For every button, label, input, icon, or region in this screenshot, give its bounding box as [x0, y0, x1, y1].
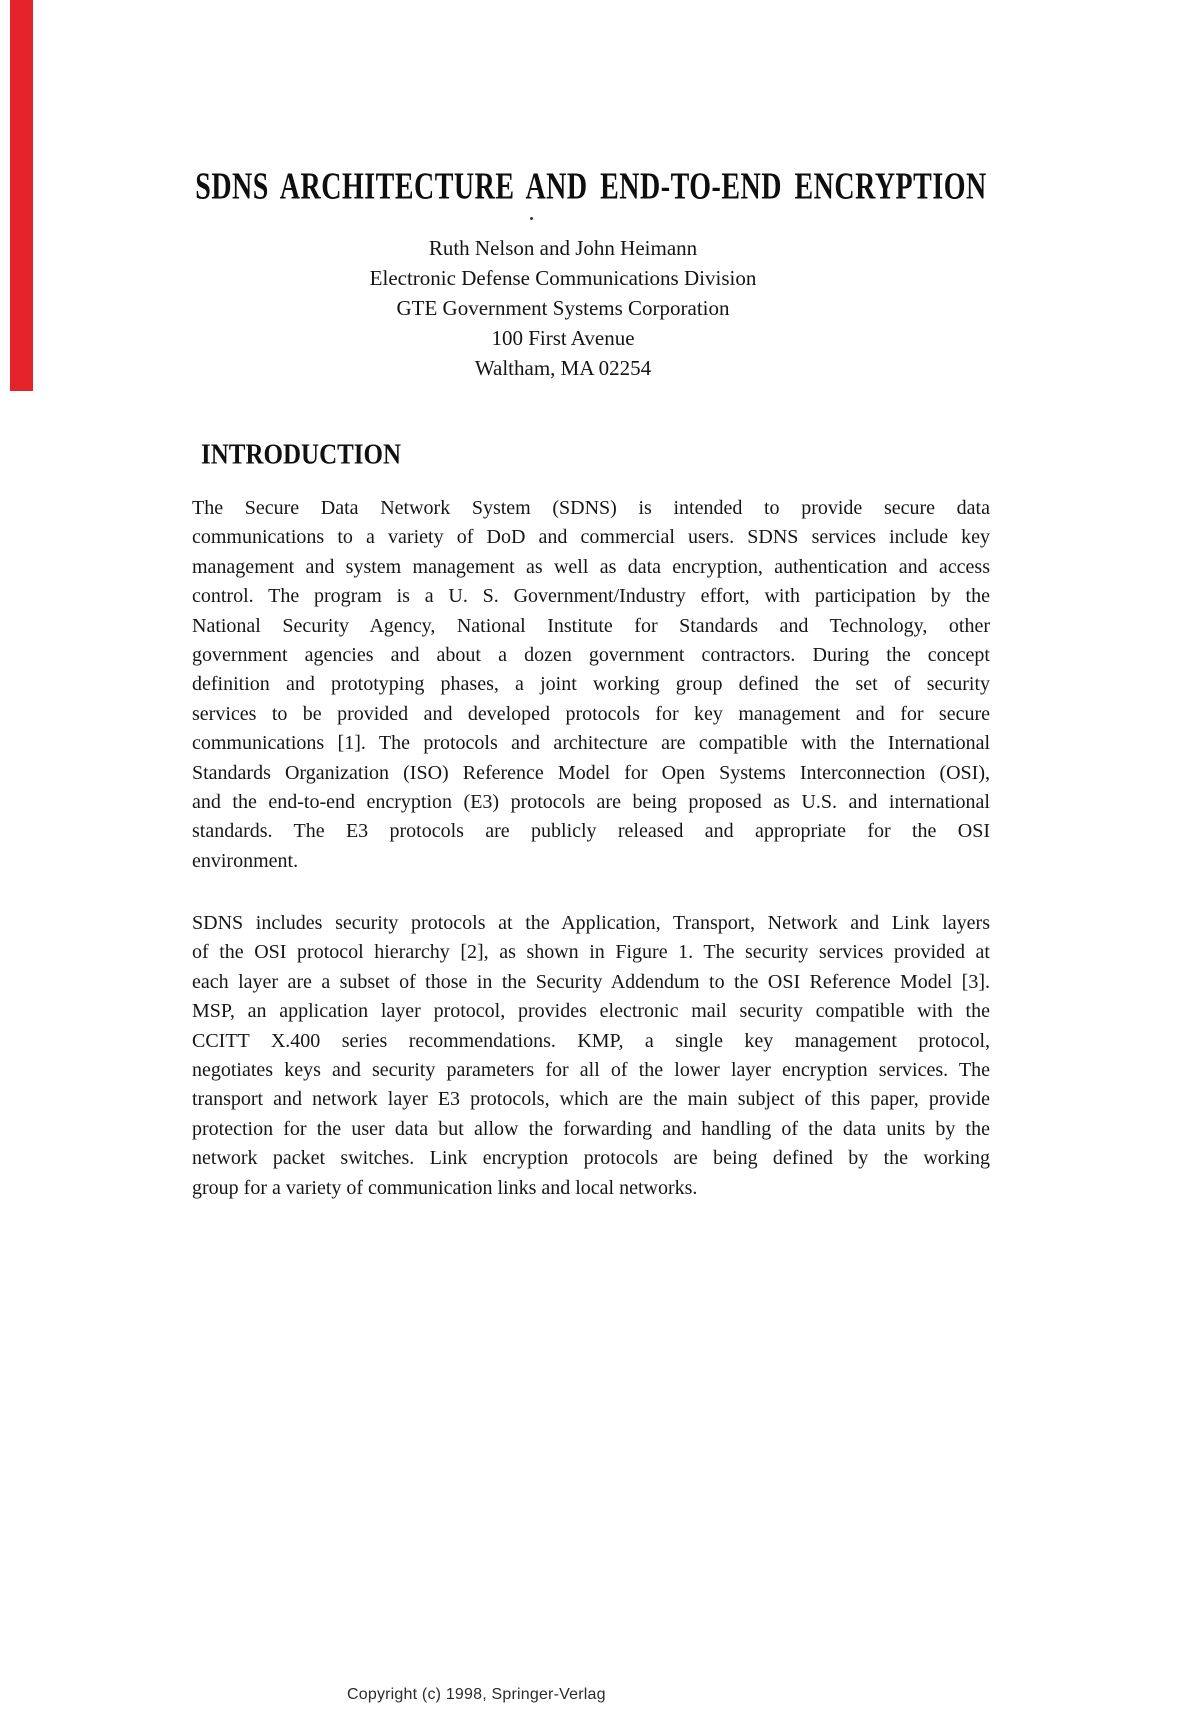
paragraph-1 — [192, 494, 990, 876]
body-text-line: definition and prototyping phases, a joint working group defined the set of security — [192, 673, 990, 696]
author-line: Waltham, MA 02254 — [474, 356, 652, 380]
body-text-line: SDNS includes security protocols at the Application, Transport, Network and Link layers — [192, 912, 990, 934]
author-line: 100 First Avenue — [491, 326, 635, 350]
body-text-line: of the OSI protocol hierarchy [2], as shown in Figure 1. The security services provided at — [192, 941, 990, 964]
body-text-line: National Security Agency, National Institute for Standards and Technology, other — [192, 614, 990, 637]
body-text-line: transport and network layer E3 protocols, which are the main subject of this paper, provide — [192, 1088, 990, 1111]
body-text-line: each layer are a subset of those in the Security Addendum to the OSI Reference Model [3]. — [192, 970, 990, 993]
body-text-line: standards. The E3 protocols are publicly released and appropriate for the OSI — [192, 820, 990, 843]
paragraph-2 — [192, 909, 990, 1203]
scan-artifact-red-bar — [10, 0, 33, 391]
body-text-line: The Secure Data Network System (SDNS) is intended to provide secure data — [192, 497, 990, 519]
body-text-line: communications to a variety of DoD and commercial users. SDNS services include key — [192, 526, 990, 549]
body-text-line: government agencies and about a dozen government contractors. During the concept — [192, 644, 990, 667]
author-line: Electronic Defense Communications Division — [369, 266, 757, 290]
author-line: GTE Government Systems Corporation — [396, 296, 730, 320]
body-text-line: MSP, an application layer protocol, provides electronic mail security compatible with the — [192, 1000, 990, 1023]
body-text-line: and the end-to-end encryption (E3) protocols are being proposed as U.S. and international — [192, 791, 990, 814]
body-text-line: Standards Organization (ISO) Reference Model for Open Systems Interconnection (OSI), — [192, 761, 990, 784]
author-line: Ruth Nelson and John Heimann — [428, 236, 698, 260]
body-text-line: CCITT X.400 series recommendations. KMP, a single key management protocol, — [192, 1029, 990, 1052]
section-heading-introduction: INTRODUCTION — [201, 439, 402, 471]
body-text-line: network packet switches. Link encryption protocols are being defined by the working — [192, 1147, 990, 1170]
body-text-line: environment. — [192, 849, 299, 872]
body-text-line: group for a variety of communication links and local networks. — [192, 1176, 698, 1199]
paper-title: SDNS ARCHITECTURE AND END-TO-END ENCRYPTION — [195, 166, 987, 208]
author-block — [192, 233, 990, 383]
scan-speck — [530, 217, 533, 220]
copyright-notice: Copyright (c) 1998, Springer-Verlag — [347, 1686, 606, 1703]
body-text-line: management and system management as well as data encryption, authentication and access — [192, 555, 990, 578]
body-text-line: communications [1]. The protocols and architecture are compatible with the International — [192, 732, 990, 755]
body-text-line: negotiates keys and security parameters for all of the lower layer encryption services. The — [192, 1059, 990, 1082]
body-text-line: control. The program is a U. S. Government/Industry effort, with participation by the — [192, 585, 990, 608]
body-text-line: protection for the user data but allow the forwarding and handling of the data units by the — [192, 1117, 990, 1140]
body-text-line: services to be provided and developed protocols for key management and for secure — [192, 702, 990, 725]
